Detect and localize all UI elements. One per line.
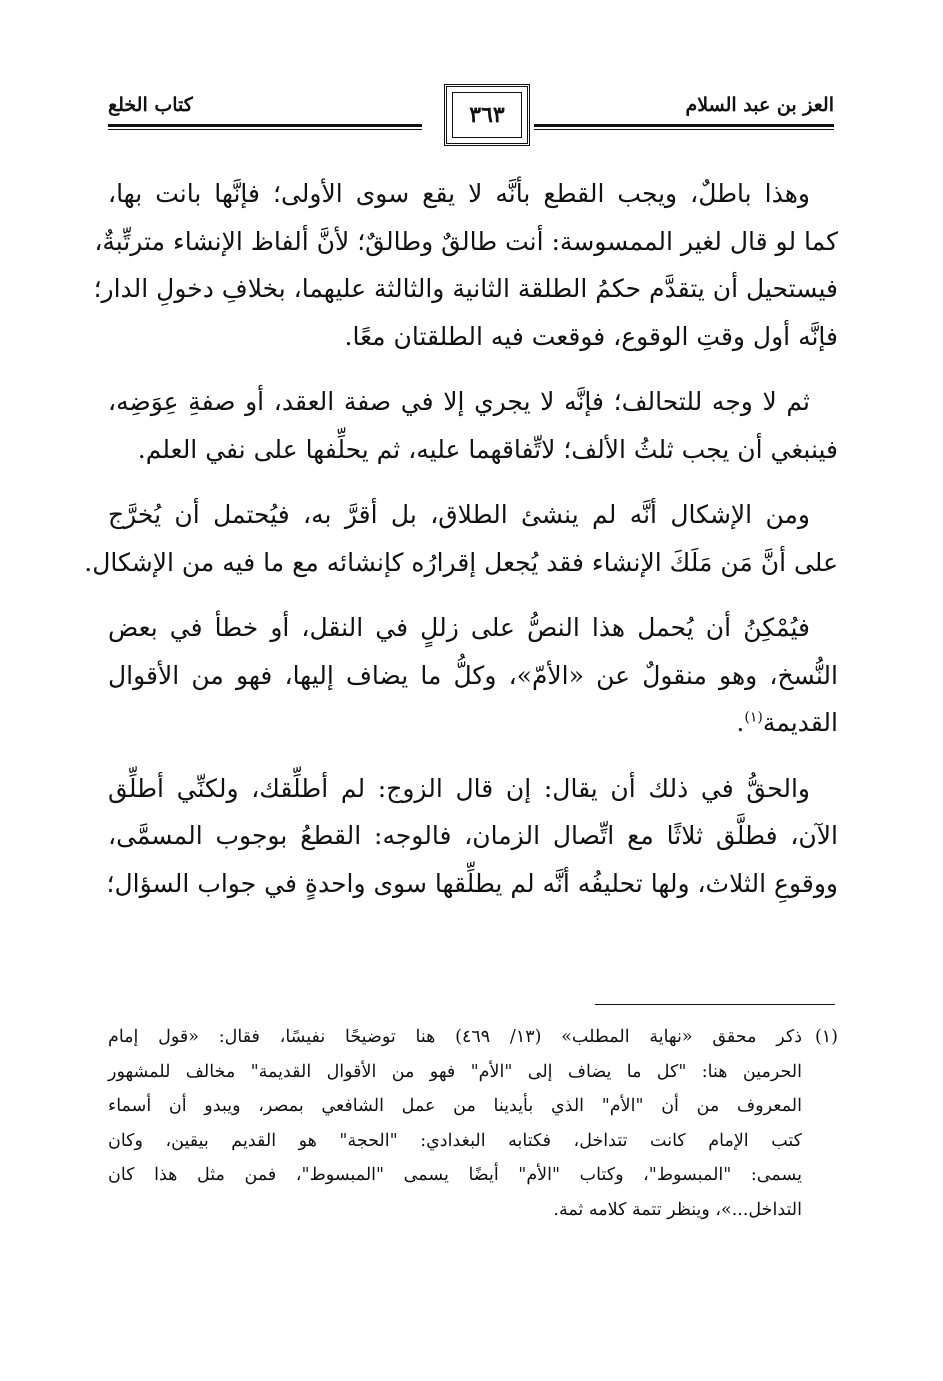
footnote-line: المعروف من أن "الأم" الذي بأيدينا من عمل الشافعي بمصر، ويبدو أن أسماء bbox=[108, 1096, 802, 1116]
paragraph bbox=[108, 378, 838, 473]
paragraph bbox=[84, 491, 838, 586]
text-line: كما لو قال لغير الممسوسة: أنت طالقٌ وطالقٌ؛ لأنَّ ألفاظ الإنشاء مترتِّبةٌ، bbox=[94, 226, 838, 256]
text-line: النُّسخ، وهو منقولٌ عن «الأمّ»، وكلُّ ما يضاف إليها، فهو من الأقوال bbox=[108, 660, 838, 690]
footnote-line: الحرمين هنا: "كل ما يضاف إلى "الأم" فهو من الأقوال القديمة" مخالف للمشهور bbox=[108, 1061, 802, 1082]
text-line: فينبغي أن يجب ثلثُ الألف؛ لاتِّفاقهما عليه، ثم يحلِّفها على نفي العلم. bbox=[137, 434, 838, 464]
header-rule-left-thin bbox=[108, 129, 422, 130]
text-line: فيستحيل أن يتقدَّم حكمُ الطلقة الثانية والثالثة عليهما، بخلافِ دخولِ الدار؛ bbox=[93, 274, 838, 303]
footnote-number: (١) bbox=[814, 1027, 838, 1047]
text-line: وهذا باطلٌ، ويجب القطع بأنَّه لا يقع سوى الأولى؛ فإنَّها بانت بها، bbox=[108, 179, 810, 208]
running-head-chapter: كتاب الخلع bbox=[108, 94, 193, 116]
footnote-line: يسمى: "المبسوط"، وكتاب "الأم" أيضًا يسمى "المبسوط"، فمن مثل هذا كان bbox=[108, 1165, 802, 1185]
text-fragment: . bbox=[736, 708, 745, 737]
paragraph bbox=[108, 765, 838, 908]
footnotes bbox=[108, 1020, 838, 1227]
text-fragment: القديمة bbox=[762, 708, 838, 737]
text-line: فيُمْكِنُ أن يُحمل هذا النصُّ على زللٍ في النقل، أو خطأ في بعض bbox=[108, 613, 810, 642]
footnote-line bbox=[108, 1020, 838, 1055]
page-header bbox=[108, 84, 834, 154]
text-line: على أنَّ مَن مَلَكَ الإنشاء فقد يُجعل إقرارُه كإنشائه مع ما فيه من الإشكال. bbox=[84, 547, 838, 577]
text-line-with-note bbox=[108, 699, 838, 747]
paragraph bbox=[93, 170, 838, 360]
header-rule-left bbox=[108, 124, 422, 127]
text-line: ووقوعِ الثلاث، ولها تحليفُه أنَّه لم يطلِّقها سوى واحدةٍ في جواب السؤال؛ bbox=[106, 868, 838, 898]
header-rule-right bbox=[534, 124, 834, 127]
running-head-author: العز بن عبد السلام bbox=[685, 94, 834, 116]
footnote-line: كتب الإمام كانت تتداخل، فكتابه البغدادي: "الحجة" هو القديم بيقين، وكان bbox=[108, 1130, 802, 1151]
footnote-reference[interactable]: (١) bbox=[744, 709, 763, 726]
text-line: الآن، فطلَّق ثلاثًا مع اتِّصال الزمان، فالوجه: القطعُ بوجوب المسمَّى، bbox=[108, 821, 838, 850]
footnote-text: ذكر محقق «نهاية المطلب» (١٣/ ٤٦٩) هنا توضيحًا نفيسًا، فقال: «قول إمام bbox=[108, 1027, 802, 1047]
page-number: ٣٦٣ bbox=[469, 102, 505, 128]
header-rule-right-thin bbox=[534, 129, 834, 130]
footnote-separator bbox=[595, 1004, 835, 1005]
main-text bbox=[84, 170, 838, 925]
text-line: ومن الإشكال أنَّه لم ينشئ الطلاق، بل أقرَّ به، فيُحتمل أن يُخرَّج bbox=[108, 500, 810, 529]
paragraph bbox=[108, 604, 838, 747]
footnote-line: التداخل...»، وينظر تتمة كلامه ثمة. bbox=[553, 1199, 802, 1220]
text-line: ثم لا وجه للتحالف؛ فإنَّه لا يجري إلا في صفة العقد، أو صفةِ عِوَضِه، bbox=[108, 387, 810, 416]
page-number-frame bbox=[444, 84, 530, 146]
text-line: فإنَّه أول وقتِ الوقوع، فوقعت فيه الطلقتان معًا. bbox=[344, 321, 838, 351]
text-line: والحقُّ في ذلك أن يقال: إن قال الزوج: لم أطلِّقك، ولكنِّي أطلِّق bbox=[108, 773, 810, 803]
